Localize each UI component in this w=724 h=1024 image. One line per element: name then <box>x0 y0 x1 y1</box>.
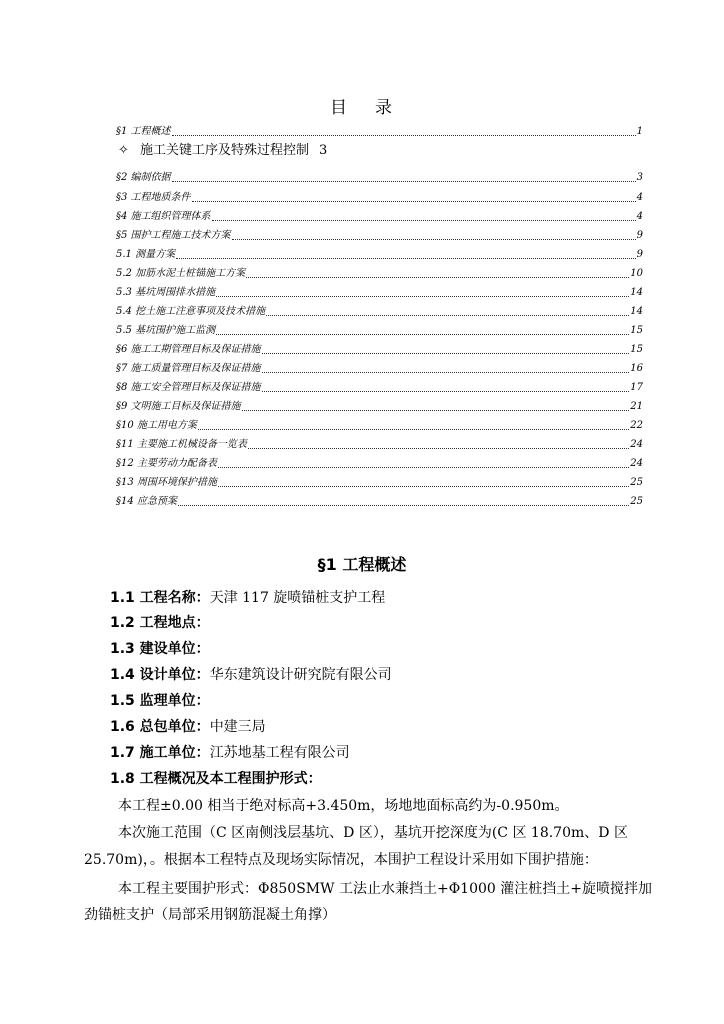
toc-entry[interactable]: §12 主要劳动力配备表 24 <box>116 458 643 469</box>
toc-leader-dots <box>178 504 629 506</box>
toc-entry[interactable]: 5.4 挖土施工注意事项及技术措施 14 <box>116 306 643 317</box>
toc-title-char-1: 目 <box>330 98 349 118</box>
toc-leader-dots <box>212 219 636 221</box>
toc-entry[interactable]: §6 施工工期管理目标及保证措施 15 <box>116 344 643 355</box>
diamond-star-icon: ✧ <box>118 143 129 158</box>
toc-leader-dots <box>198 428 629 430</box>
toc-entry[interactable]: §4 施工组织管理体系 4 <box>116 211 643 222</box>
project-info-item: 1.6 总包单位：中建三局 <box>110 719 266 735</box>
paragraph-scope-line1: 本次施工范围（C 区南侧浅层基坑、D 区），基坑开挖深度为(C 区 18.70m、D 区 <box>118 825 628 841</box>
project-info-item: 1.7 施工单位：江苏地基工程有限公司 <box>110 745 350 761</box>
toc-leader-dots <box>262 352 630 354</box>
toc-leader-dots <box>216 295 629 297</box>
toc-entry[interactable]: §2 编制依据 3 <box>116 172 643 183</box>
toc-entry[interactable]: §9 文明施工目标及保证措施 21 <box>116 401 643 412</box>
project-info-item: 1.8 工程概况及本工程围护形式： <box>110 771 322 787</box>
toc-entry[interactable]: 5.1 测量方案 9 <box>116 249 643 260</box>
toc-entry[interactable]: §11 主要施工机械设备一览表 24 <box>116 439 643 450</box>
toc-special-entry[interactable]: ✧ 施工关键工序及特殊过程控制 3 <box>118 143 328 158</box>
toc-entry[interactable]: 5.5 基坑围护施工监测 15 <box>116 325 643 336</box>
toc-title <box>0 93 724 118</box>
project-info-item: 1.2 工程地点： <box>110 615 210 631</box>
toc-entry[interactable]: §7 施工质量管理目标及保证措施 16 <box>116 363 643 374</box>
toc-leader-dots <box>242 409 630 411</box>
toc-title-char-2: 录 <box>375 98 394 118</box>
toc-entry[interactable]: §13 周围环境保护措施 25 <box>116 477 643 488</box>
project-info-item: 1.5 监理单位： <box>110 693 210 709</box>
toc-leader-dots <box>218 466 629 468</box>
toc-entry[interactable]: §1 工程概述 1 <box>116 126 643 137</box>
toc-entry[interactable]: 5.2 加筋水泥土桩锚施工方案 10 <box>116 268 643 279</box>
toc-leader-dots <box>246 276 629 278</box>
paragraph-retaining-line1: 本工程主要围护形式：Φ850SMW 工法止水兼挡土+Φ1000 灌注桩挡土+旋喷搅拌加 <box>118 881 652 897</box>
section-title: §1 工程概述 <box>317 555 407 574</box>
toc-leader-dots <box>176 257 636 259</box>
paragraph-elevation: 本工程±0.00 相当于绝对标高+3.450m，场地地面标高约为-0.950m。 <box>118 798 569 814</box>
toc-entry[interactable]: 5.3 基坑周围排水措施 14 <box>116 287 643 298</box>
toc-leader-dots <box>172 134 636 136</box>
toc-entry[interactable]: §10 施工用电方案 22 <box>116 420 643 431</box>
project-info-item: 1.4 设计单位：华东建筑设计研究院有限公司 <box>110 667 392 683</box>
project-info-item: 1.1 工程名称：天津 117 旋喷锚桩支护工程 <box>110 590 386 606</box>
paragraph-retaining-line2: 劲锚桩支护（局部采用钢筋混凝土角撑） <box>84 907 336 923</box>
toc-entry[interactable]: §5 围护工程施工技术方案 9 <box>116 230 643 241</box>
project-info-item: 1.3 建设单位： <box>110 641 210 657</box>
toc-leader-dots <box>218 485 629 487</box>
toc-entry[interactable]: §3 工程地质条件 4 <box>116 192 643 203</box>
toc-leader-dots <box>192 200 636 202</box>
toc-leader-dots <box>262 371 630 373</box>
toc-leader-dots <box>248 447 629 449</box>
toc-leader-dots <box>172 180 636 182</box>
toc-leader-dots <box>232 238 636 240</box>
toc-leader-dots <box>266 314 629 316</box>
toc-entry[interactable]: §8 施工安全管理目标及保证措施 17 <box>116 382 643 393</box>
toc-leader-dots <box>216 333 629 335</box>
toc-leader-dots <box>262 390 630 392</box>
toc-entry[interactable]: §14 应急预案 25 <box>116 496 643 507</box>
paragraph-scope-line2: 25.70m)，。根据本工程特点及现场实际情况，本围护工程设计采用如下围护措施： <box>84 852 598 868</box>
